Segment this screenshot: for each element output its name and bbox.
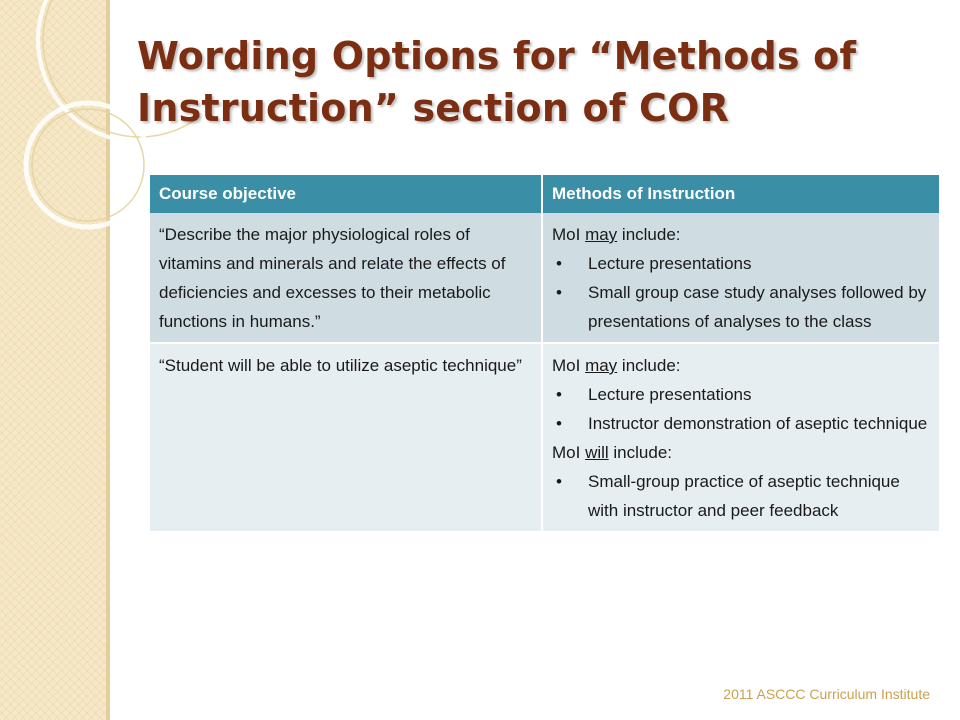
cor-table [150,175,939,531]
methods-cell [542,213,939,343]
header-methods-of-instruction: Methods of Instruction [542,175,939,213]
footer-text: 2011 ASCCC Curriculum Institute [723,686,930,702]
moi-intro [552,220,930,249]
bullet-icon: • [556,414,562,433]
list-item-text: Lecture presentations [588,254,752,273]
table-row [150,213,939,343]
bullet-icon: • [556,472,562,491]
moi-suffix: include: [617,356,681,375]
methods-list [552,380,930,438]
moi-suffix: include: [608,443,672,462]
bullet-icon: • [556,385,562,404]
moi-intro [552,438,930,467]
list-item-text: Small-group practice of aseptic technique with instructor and peer feedback [588,472,900,520]
list-item [552,467,930,525]
objective-cell: “Student will be able to utilize aseptic technique” [150,343,542,531]
methods-list [552,249,930,336]
list-item-text: Instructor demonstration of aseptic technique [588,414,928,433]
objective-cell: “Describe the major physiological roles of vitamins and minerals and relate the effects of deficiencies and excesses to their metabolic functions in humans.” [150,213,542,343]
bullet-icon: • [556,254,562,273]
moi-keyword: may [585,225,618,244]
methods-cell [542,343,939,531]
list-item-text: Small group case study analyses followed by presentations of analyses to the class [588,283,927,331]
moi-suffix: include: [617,225,681,244]
methods-list [552,467,930,525]
table-row [150,343,939,531]
moi-prefix: MoI [552,356,586,375]
bullet-icon: • [556,283,562,302]
moi-intro [552,351,930,380]
list-item [552,409,930,438]
moi-prefix: MoI [552,225,586,244]
slide-title: Wording Options for “Methods of Instruction” section of COR [137,34,857,130]
header-course-objective: Course objective [150,175,542,213]
list-item [552,380,930,409]
moi-keyword: will [585,443,609,462]
moi-prefix: MoI [552,443,586,462]
table-header-row [150,175,939,213]
list-item-text: Lecture presentations [588,385,752,404]
list-item [552,278,930,336]
moi-keyword: may [585,356,618,375]
list-item [552,249,930,278]
